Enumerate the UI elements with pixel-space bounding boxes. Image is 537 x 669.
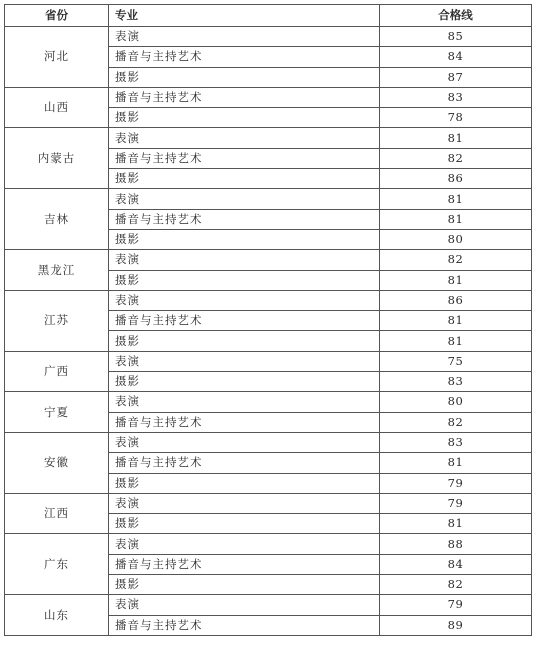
score-cell: 84 [380,47,532,67]
major-cell: 播音与主持艺术 [109,47,380,67]
score-cell: 82 [380,412,532,432]
score-cell: 81 [380,453,532,473]
table-row [5,128,532,148]
score-cell: 82 [380,148,532,168]
major-cell: 表演 [109,534,380,554]
score-cell: 81 [380,189,532,209]
score-cell: 80 [380,229,532,249]
score-cell: 86 [380,290,532,310]
major-cell: 表演 [109,250,380,270]
table-row [5,493,532,513]
major-cell: 播音与主持艺术 [109,453,380,473]
major-cell: 表演 [109,595,380,615]
major-cell: 表演 [109,392,380,412]
table-row [5,432,532,452]
province-cell: 江西 [5,493,109,534]
score-cell: 81 [380,514,532,534]
score-cell: 78 [380,108,532,128]
major-cell: 表演 [109,189,380,209]
score-cell: 81 [380,311,532,331]
major-cell: 播音与主持艺术 [109,209,380,229]
score-cell: 79 [380,493,532,513]
major-cell: 摄影 [109,575,380,595]
province-cell: 山西 [5,87,109,128]
major-cell: 播音与主持艺术 [109,148,380,168]
table-row [5,27,532,47]
score-cell: 83 [380,432,532,452]
major-cell: 摄影 [109,514,380,534]
score-cell: 89 [380,615,532,635]
score-table-container [4,4,531,636]
score-cell: 88 [380,534,532,554]
table-row [5,392,532,412]
major-cell: 表演 [109,351,380,371]
table-row [5,87,532,107]
major-cell: 播音与主持艺术 [109,412,380,432]
province-cell: 江苏 [5,290,109,351]
score-cell: 86 [380,169,532,189]
major-cell: 摄影 [109,67,380,87]
header-province: 省份 [5,5,109,27]
major-cell: 播音与主持艺术 [109,554,380,574]
score-cell: 75 [380,351,532,371]
table-body [5,27,532,636]
major-cell: 表演 [109,432,380,452]
score-cell: 82 [380,250,532,270]
score-cell: 87 [380,67,532,87]
major-cell: 摄影 [109,331,380,351]
province-cell: 河北 [5,27,109,88]
major-cell: 摄影 [109,169,380,189]
score-cell: 82 [380,575,532,595]
table-row [5,290,532,310]
major-cell: 表演 [109,493,380,513]
province-cell: 内蒙古 [5,128,109,189]
major-cell: 摄影 [109,270,380,290]
score-cell: 81 [380,209,532,229]
major-cell: 播音与主持艺术 [109,615,380,635]
table-header [5,5,532,27]
major-cell: 播音与主持艺术 [109,87,380,107]
score-cell: 83 [380,87,532,107]
header-score: 合格线 [380,5,532,27]
table-row [5,250,532,270]
major-cell: 表演 [109,290,380,310]
province-cell: 安徽 [5,432,109,493]
province-cell: 广西 [5,351,109,392]
score-cell: 84 [380,554,532,574]
table-row [5,189,532,209]
score-cell: 81 [380,270,532,290]
province-cell: 黑龙江 [5,250,109,291]
score-cell: 79 [380,473,532,493]
table-row [5,595,532,615]
score-cell: 83 [380,372,532,392]
major-cell: 表演 [109,27,380,47]
score-cell: 85 [380,27,532,47]
major-cell: 摄影 [109,473,380,493]
score-cell: 81 [380,128,532,148]
header-major: 专业 [109,5,380,27]
major-cell: 摄影 [109,229,380,249]
major-cell: 摄影 [109,108,380,128]
province-cell: 宁夏 [5,392,109,433]
major-cell: 表演 [109,128,380,148]
major-cell: 播音与主持艺术 [109,311,380,331]
province-cell: 吉林 [5,189,109,250]
header-row [5,5,532,27]
major-cell: 摄影 [109,372,380,392]
province-cell: 山东 [5,595,109,636]
score-table [4,4,532,636]
score-cell: 81 [380,331,532,351]
score-cell: 79 [380,595,532,615]
province-cell: 广东 [5,534,109,595]
table-row [5,351,532,371]
score-cell: 80 [380,392,532,412]
table-row [5,534,532,554]
